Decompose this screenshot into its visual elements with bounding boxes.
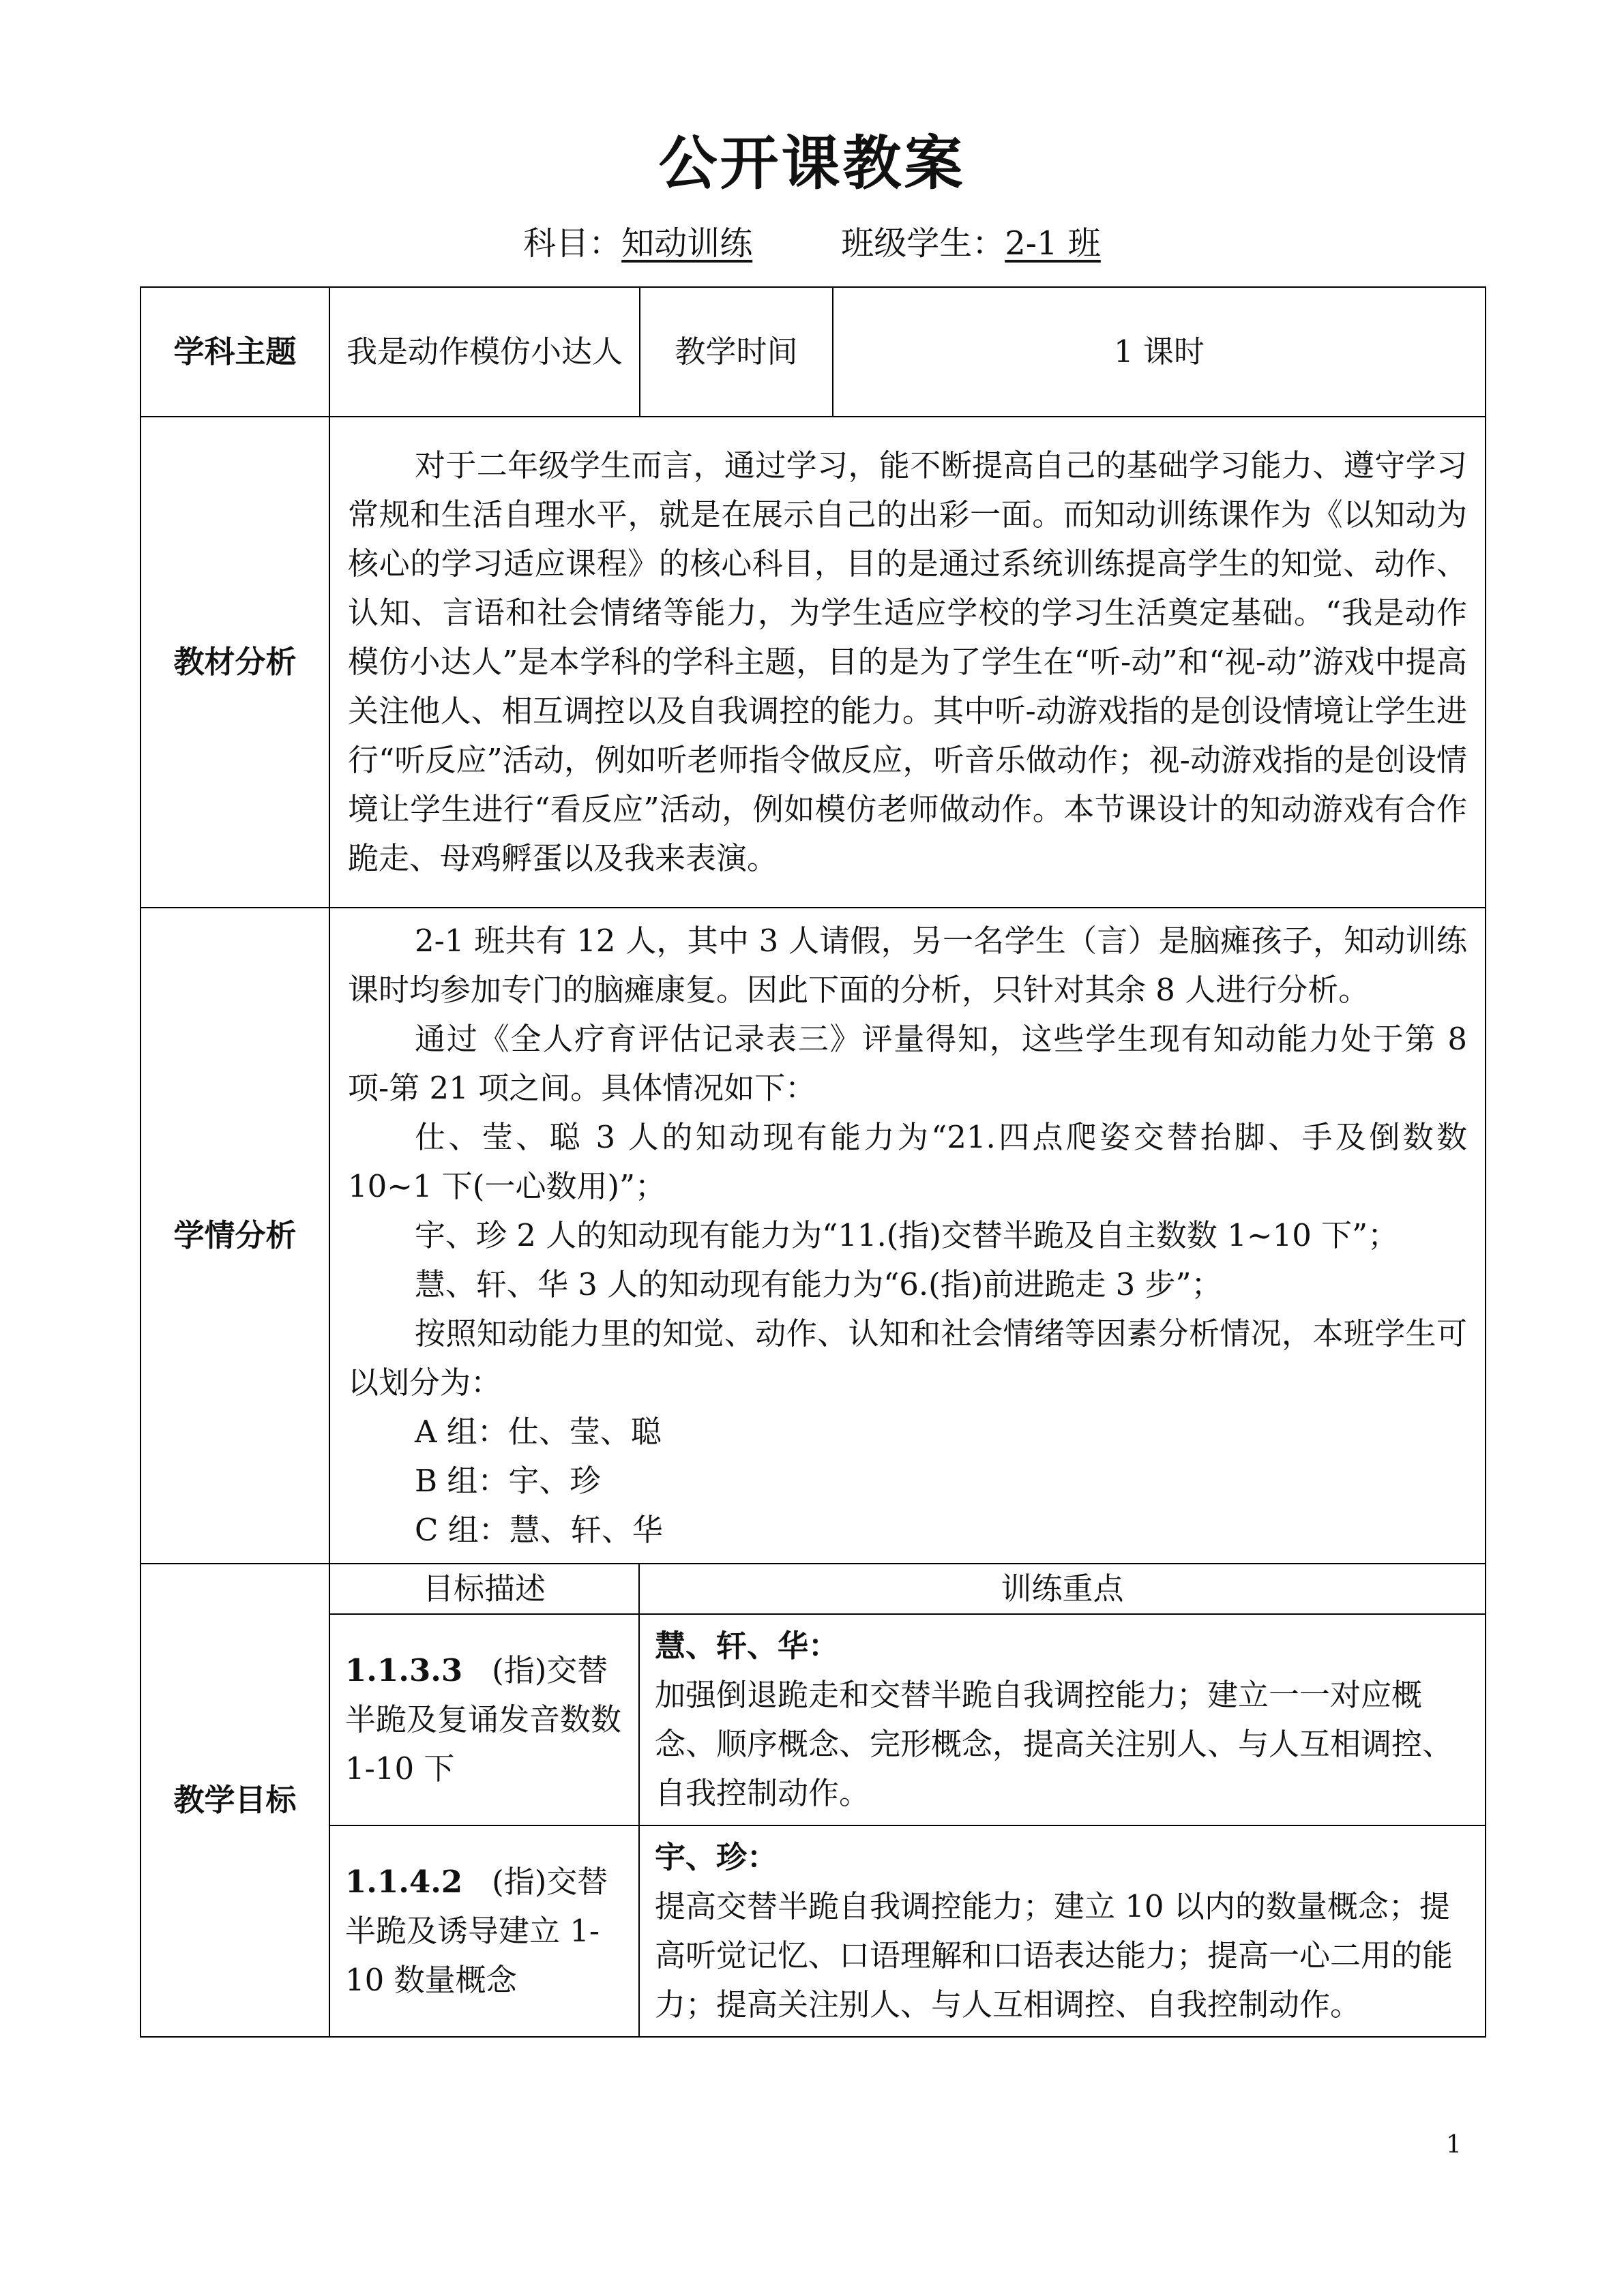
- objective-code: 1.1.4.2: [345, 1864, 463, 1900]
- students-paragraph: 按照知动能力里的知觉、动作、认知和社会情绪等因素分析情况，本班学生可以划分为：: [348, 1315, 1467, 1401]
- students-paragraph: 通过《全人疗育评估记录表三》评量得知，这些学生现有知动能力处于第 8 项-第 21 项之间。具体情况如下：: [348, 1021, 1467, 1106]
- students-paragraph: 仕、莹、聪 3 人的知动现有能力为“21.四点爬姿交替抬脚、手及倒数数 10~1 下(一心数用)”；: [348, 1119, 1467, 1204]
- objective-desc-cell: [330, 1614, 639, 1825]
- column-header-desc: 目标描述: [330, 1564, 639, 1614]
- students-row: [141, 908, 1486, 1564]
- class-label: 班级学生：: [841, 224, 1005, 263]
- objectives-header-row: [330, 1564, 1485, 1614]
- material-label: 教材分析: [141, 417, 329, 908]
- page-title: 公开课教案: [658, 129, 966, 198]
- objectives-cell: [329, 1564, 1486, 2037]
- objective-code: 1.1.3.3: [345, 1652, 463, 1688]
- objectives-row: [141, 1564, 1486, 2037]
- students-paragraph: 2-1 班共有 12 人，其中 3 人请假，另一名学生（言）是脑瘫孩子，知动训练课时均参加专门的脑瘫康复。因此下面的分析，只针对其余 8 人进行分析。: [348, 923, 1467, 1008]
- group-item: B 组：宇、珍: [415, 1463, 601, 1499]
- page-number: 1: [1446, 2131, 1462, 2159]
- students-label: 学情分析: [141, 908, 329, 1564]
- material-text: 对于二年级学生而言，通过学习，能不断提高自己的基础学习能力、遵守学习常规和生活自理水平，就是在展示自己的出彩一面。而知动训练课作为《以知动为核心的学习适应课程》的核心科目，目的是通过系统训练提高学生的知觉、动作、认知、言语和社会情绪等能力，为学生适应学校的学习生活奠定基础。“我是动作模仿小达人”是本学科的学科主题，目的是为了学生在“听-动”和“视-动”游戏中提高关注他人、相互调控以及自我调控的能力。其中听-动游戏指的是创设情境让学生进行“听反应”活动，例如听老师指令做反应，听音乐做动作；视-动游戏指的是创设情境让学生进行“看反应”活动，例如模仿老师做动作。本节课设计的知动游戏有合作跪走、母鸡孵蛋以及我来表演。: [348, 447, 1467, 876]
- focus-text: 提高交替半跪自我调控能力；建立 10 以内的数量概念；提高听觉记忆、口语理解和口语表达能力；提高一心二用的能力；提高关注别人、与人互相调控、自我控制动作。: [655, 1888, 1453, 2023]
- time-label: 教学时间: [640, 287, 833, 417]
- focus-title: 慧、轩、华：: [655, 1628, 840, 1664]
- time-value: 1 课时: [833, 287, 1486, 417]
- objective-desc: (指)交替半跪及复诵发音数数 1-10 下: [345, 1652, 622, 1787]
- students-cell: [329, 908, 1486, 1564]
- objective-focus-cell: [639, 1614, 1485, 1825]
- objective-row: [330, 1614, 1485, 1825]
- objective-focus-cell: [639, 1825, 1485, 2036]
- topic-row: [141, 287, 1486, 417]
- material-row: [141, 417, 1486, 908]
- topic-label: 学科主题: [141, 287, 329, 417]
- objectives-table: [330, 1564, 1485, 2036]
- objectives-label: 教学目标: [141, 1564, 329, 2037]
- objective-row: [330, 1825, 1485, 2036]
- course-info: [0, 217, 1624, 264]
- subject-value: 知动训练: [621, 224, 753, 263]
- objective-desc-cell: [330, 1825, 639, 2036]
- students-paragraph: 宇、珍 2 人的知动现有能力为“11.(指)交替半跪及自主数数 1~10 下”；: [415, 1217, 1399, 1253]
- topic-value: 我是动作模仿小达人: [329, 287, 640, 417]
- lesson-plan-table: [140, 286, 1486, 2038]
- column-header-focus: 训练重点: [639, 1564, 1485, 1614]
- focus-text: 加强倒退跪走和交替半跪自我调控能力；建立一一对应概念、顺序概念、完形概念，提高关注别人、与人互相调控、自我控制动作。: [655, 1677, 1453, 1811]
- subject-label: 科目：: [523, 224, 622, 263]
- material-cell: [329, 417, 1486, 908]
- group-item: A 组：仕、莹、聪: [415, 1414, 662, 1450]
- objective-desc: (指)交替半跪及诱导建立 1-10 数量概念: [345, 1864, 608, 1998]
- group-item: C 组：慧、轩、华: [415, 1512, 663, 1548]
- students-paragraph: 慧、轩、华 3 人的知动现有能力为“6.(指)前进跪走 3 步”；: [415, 1266, 1222, 1302]
- focus-title: 宇、珍：: [655, 1839, 778, 1875]
- class-value: 2-1 班: [1005, 224, 1101, 263]
